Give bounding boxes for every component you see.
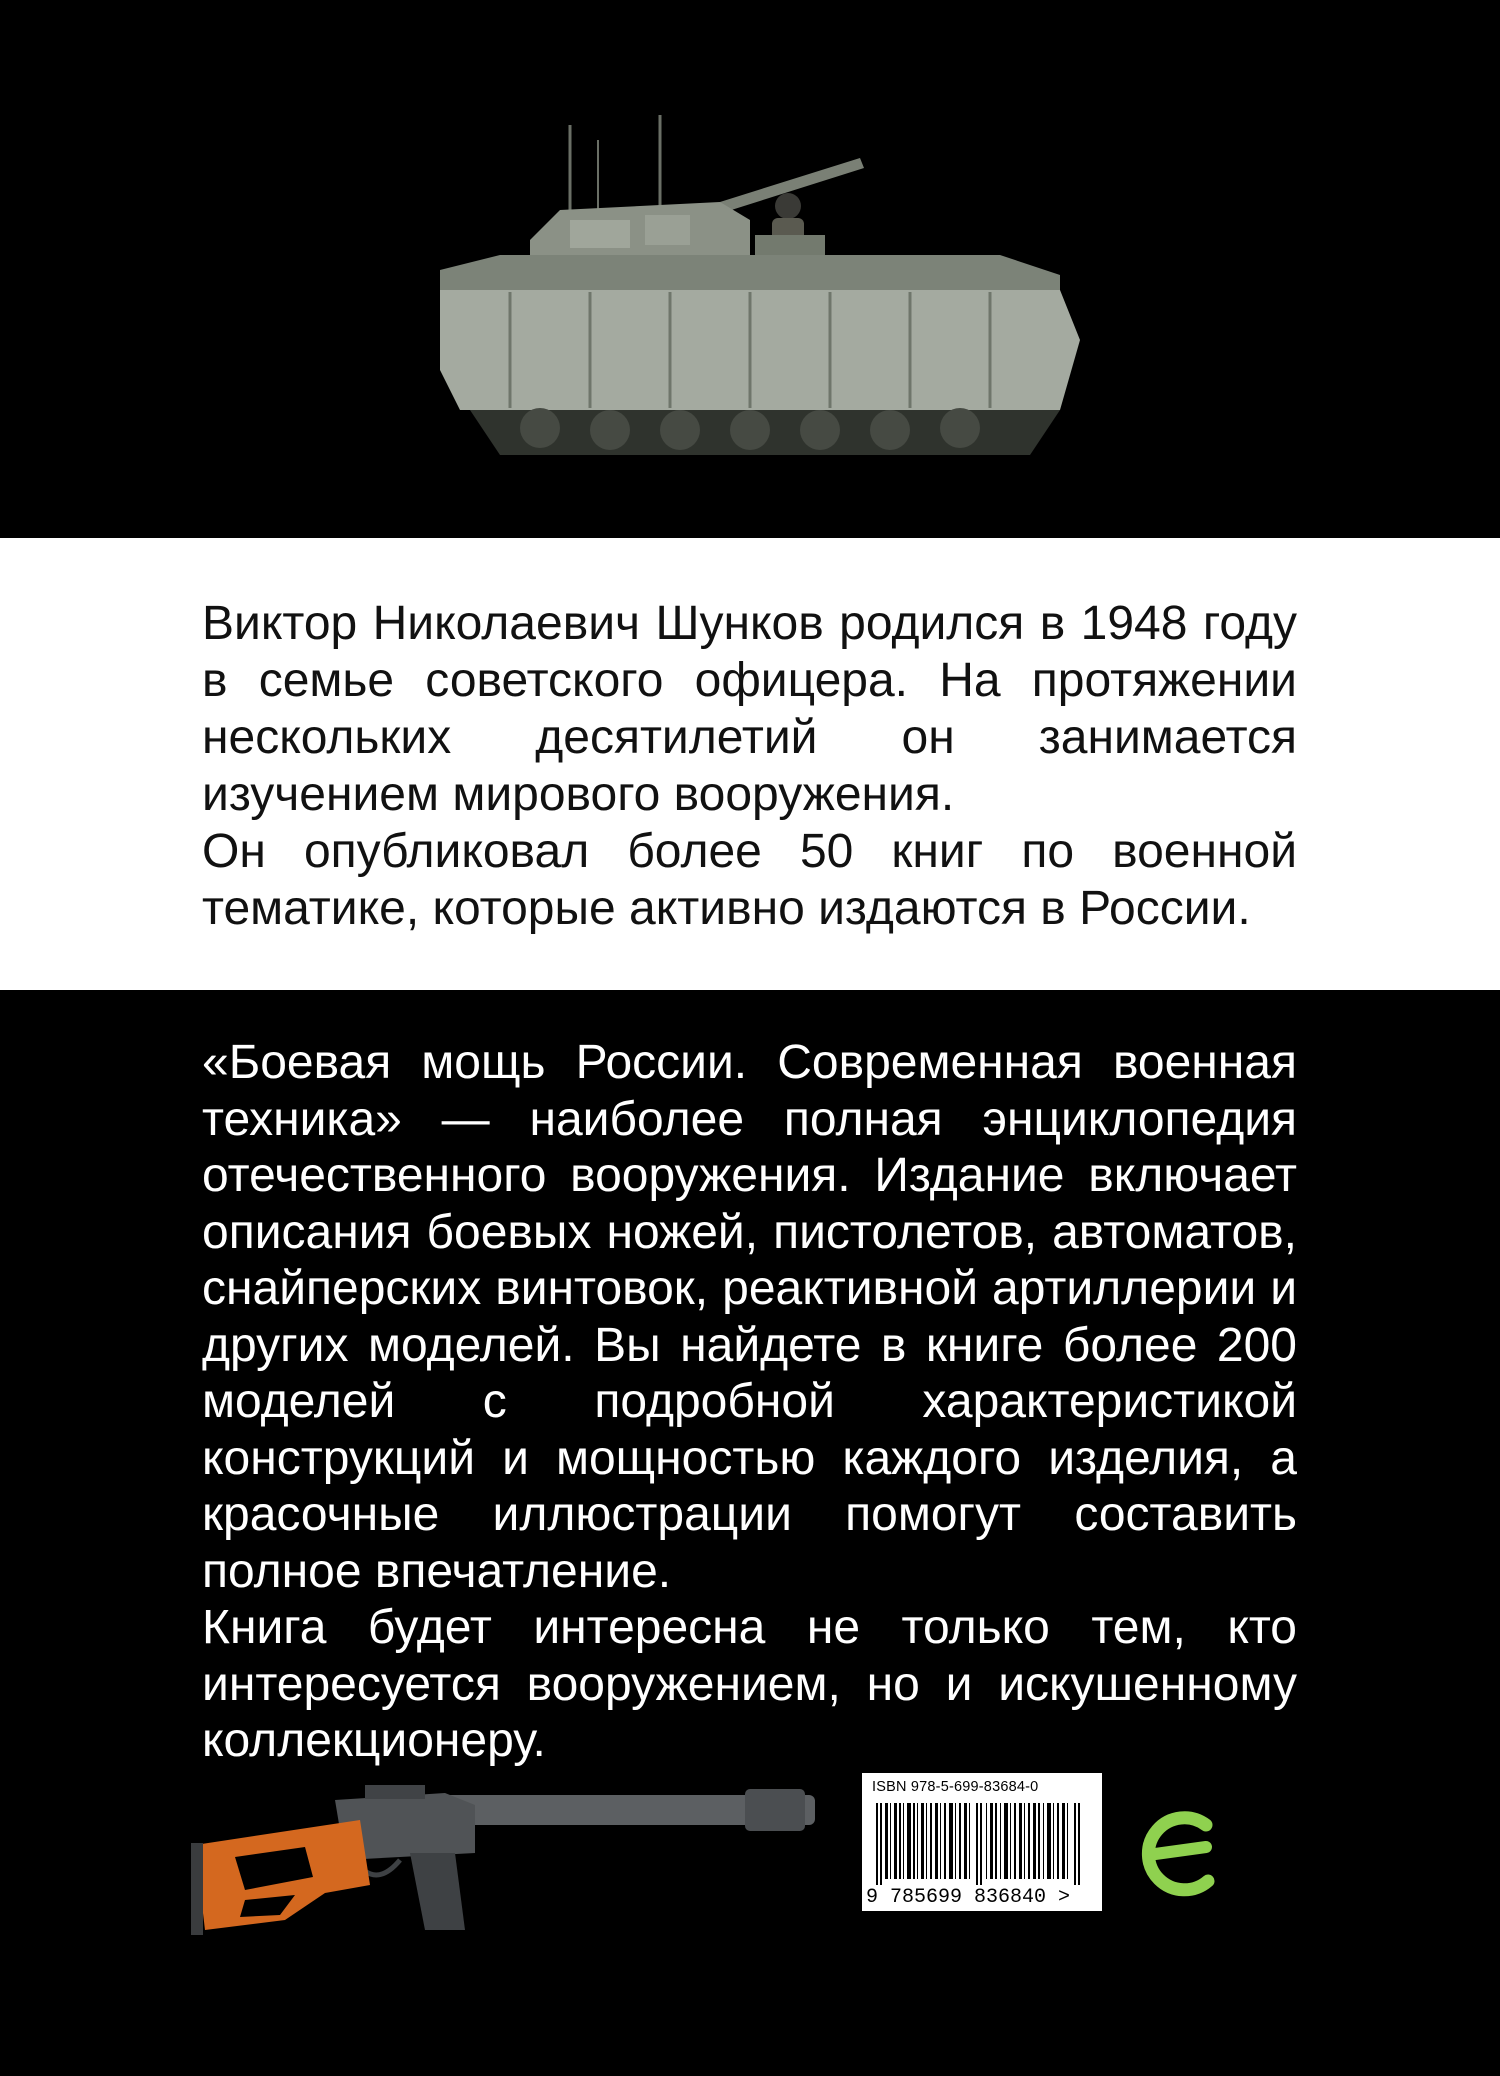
description-paragraph-1: «Боевая мощь России. Современная военная техника» — наиболее полная энциклопедия отечественного вооружения. Издание включает описания боевых ножей, пистолетов, автоматов, снайперских винтовок, реактивной артиллерии и других моделей. Вы найдете в книге более 200 моделей с подробной характеристикой конструкций и мощностью каждого изделия, а красочные иллюстрации помогут составить полное впечатление. [202,1036,1297,1598]
sniper-rifle-image [185,1765,825,1940]
isbn-barcode [862,1773,1102,1911]
author-bio-paragraph-1: Виктор Николаевич Шунков родился в 1948 году в семье советского офицера. На протяжении нескольких десятилетий он занимается изучением мирового вооружения. [202,597,1297,821]
barcode-bars [868,1803,1096,1885]
ean-digits: 9 785699 836840 > [866,1886,1071,1909]
book-description [202,1035,1297,1770]
description-paragraph-2: Книга будет интересна не только тем, кто интересуется вооружением, но и искушенному коллекционеру. [202,1601,1297,1767]
top-image-band [0,0,1500,538]
isbn-number: ISBN 978-5-699-83684-0 [872,1779,1039,1795]
publisher-logo-icon [1128,1795,1224,1911]
author-bio-paragraph-2: Он опубликовал более 50 книг по военной тематике, которые активно издаются в России. [202,825,1297,935]
armored-vehicle-image [420,110,1100,480]
author-bio [202,595,1297,937]
